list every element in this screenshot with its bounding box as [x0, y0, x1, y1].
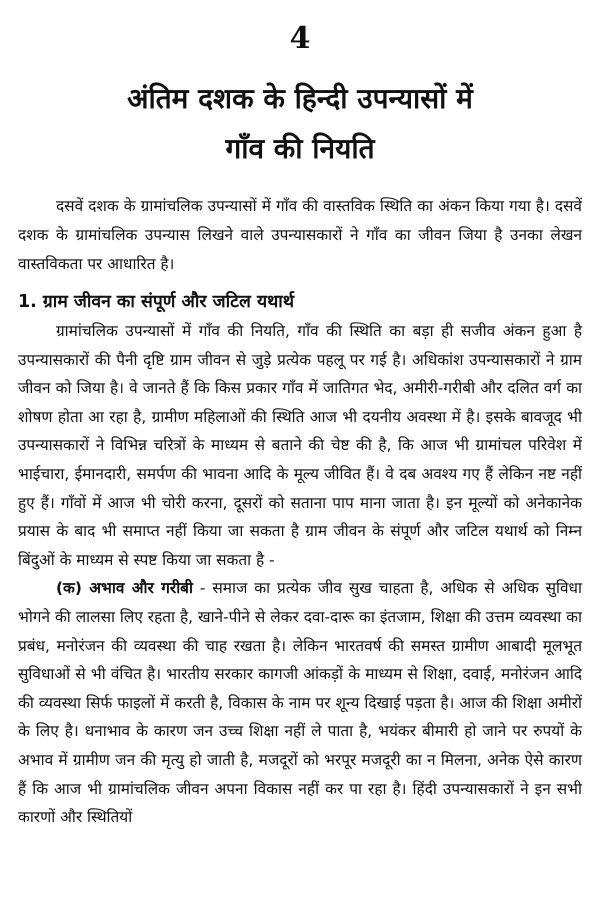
- chapter-title: [18, 74, 582, 174]
- subsection-paragraph: [18, 574, 582, 831]
- chapter-title-line-1: अंतिम दशक के हिन्दी उपन्यासों में: [127, 82, 473, 115]
- chapter-title-line-2: गाँव की नियति: [225, 132, 375, 165]
- subsection-heading: (क) अभाव और गरीबी: [56, 579, 193, 598]
- subsection-body: - समाज का प्रत्येक जीव सुख चाहता है, अधिक से अधिक सुविधा भोगने की लालसा लिए रहता है, खाने-पीने से लेकर दवा-दारू का इंतजाम, शिक्षा की उत्तम व्यवस्था का प्रबंध, मनोरंजन की व्यवस्था की चाह रखता है। लेकिन भारतवर्ष की समस्त ग्रामीण आबादी मूलभूत सुविधाओं से भी वंचित है। भारतीय सरकार कागजी आंकड़ों के माध्यम से शिक्षा, दवाई, मनोरंजन आदि की व्यवस्था सिर्फ फाइलों में करती है, विकास के नाम पर शून्य दिखाई पड़ता है। आज की शिक्षा अमीरों के लिए है। धनाभाव के कारण जन उच्च शिक्षा नहीं ले पाता है, भयंकर बीमारी हो जाने पर रुपयों के अभाव में ग्रामीण जन की मृत्यु हो जाती है, मजदूरों को भरपूर मजदूरी का न मिलना, अनेक ऐसे कारण हैं कि आज भी ग्रामांचलिक जीवन अपना विकास नहीं कर पा रहा है। हिंदी उपन्यासकारों ने इन सभी कारणों और स्थितियों: [18, 579, 582, 827]
- chapter-number: 4: [289, 21, 311, 56]
- section-heading: 1. ग्राम जीवन का संपूर्ण और जटिल यथार्थ: [18, 292, 295, 312]
- section-paragraph: ग्रामांचलिक उपन्यासों में गाँव की नियति, गाँव की स्थिति का बड़ा ही सजीव अंकन हुआ है उपन्यासकारों की पैनी दृष्टि ग्राम जीवन से जुड़े प्रत्येक पहलू पर गई है। अधिकांश उपन्यासकारों ने ग्राम जीवन को जिया है। वे जानते हैं कि किस प्रकार गाँव में जातिगत भेद, अमीरी-गरीबी और दलित वर्ग का शोषण होता आ रहा है, ग्रामीण महिलाओं की स्थिति आज भी दयनीय अवस्था में है। इसके बावजूद भी उपन्यासकारों ने विभिन्न चरित्रों के माध्यम से बताने की चेष्ट की है, कि आज भी ग्रामांचल परिवेश में भाईचारा, ईमानदारी, समर्पण की भावना आदि के मूल्य जीवित हैं। वे दब अवश्य गए हैं लेकिन नष्ट नहीं हुए हैं। गाँवों में आज भी चोरी करना, दूसरों को सताना पाप माना जाता है। इन मूल्यों को अनेकानेक प्रयास के बाद भी समाप्त नहीं किया जा सकता है ग्राम जीवन के संपूर्ण और जटिल यथार्थ को निम्न बिंदुओं के माध्यम से स्पष्ट किया जा सकता है -: [18, 322, 582, 569]
- intro-paragraph: दसवें दशक के ग्रामांचलिक उपन्यासों में गाँव की वास्तविक स्थिति का अंकन किया गया है। दसवें दशक के ग्रामांचलिक उपन्यास लिखने वाले उपन्यासकारों ने गाँव का जीवन जिया है उनका लेखन वास्तविकता पर आधारित है।: [18, 197, 582, 273]
